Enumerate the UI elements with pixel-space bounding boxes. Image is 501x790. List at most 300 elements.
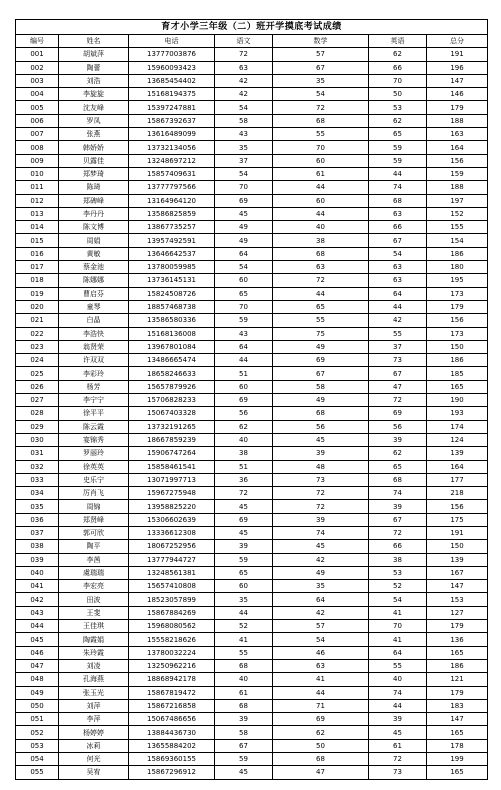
name-cell: 刘凌 — [59, 659, 129, 672]
phone-cell: 15858461541 — [129, 460, 215, 473]
id-cell: 044 — [16, 620, 59, 633]
column-header: 语文 — [215, 35, 273, 48]
name-cell: 黄敏 — [59, 247, 129, 260]
phone-cell: 15867216858 — [129, 699, 215, 712]
table-row — [16, 314, 488, 327]
english-score-cell: 62 — [369, 48, 427, 61]
math-score-cell: 64 — [273, 593, 369, 606]
table-row — [16, 300, 488, 313]
english-score-cell: 61 — [369, 739, 427, 752]
name-cell: 杨婷婷 — [59, 726, 129, 739]
chinese-score-cell: 60 — [215, 580, 273, 593]
chinese-score-cell: 54 — [215, 167, 273, 180]
english-score-cell: 66 — [369, 221, 427, 234]
phone-cell: 13646642537 — [129, 247, 215, 260]
id-cell: 020 — [16, 300, 59, 313]
total-score-cell: 178 — [427, 739, 488, 752]
table-row — [16, 167, 488, 180]
phone-cell: 13780059985 — [129, 261, 215, 274]
id-cell: 053 — [16, 739, 59, 752]
english-score-cell: 70 — [369, 620, 427, 633]
name-cell: 陈云霞 — [59, 420, 129, 433]
english-score-cell: 59 — [369, 141, 427, 154]
chinese-score-cell: 54 — [215, 101, 273, 114]
table-row — [16, 673, 488, 686]
table-row — [16, 447, 488, 460]
phone-cell: 18667859239 — [129, 433, 215, 446]
phone-cell: 18857468738 — [129, 300, 215, 313]
table-row — [16, 194, 488, 207]
chinese-score-cell: 41 — [215, 633, 273, 646]
id-cell: 032 — [16, 460, 59, 473]
id-cell: 019 — [16, 287, 59, 300]
id-cell: 003 — [16, 74, 59, 87]
english-score-cell: 69 — [369, 407, 427, 420]
english-score-cell: 41 — [369, 606, 427, 619]
name-cell: 周娟 — [59, 234, 129, 247]
chinese-score-cell: 45 — [215, 207, 273, 220]
english-score-cell: 42 — [369, 314, 427, 327]
total-score-cell: 175 — [427, 513, 488, 526]
english-score-cell: 44 — [369, 699, 427, 712]
table-row — [16, 500, 488, 513]
phone-cell: 13777003876 — [129, 48, 215, 61]
math-score-cell: 74 — [273, 526, 369, 539]
name-cell: 王斐 — [59, 606, 129, 619]
table-row — [16, 713, 488, 726]
total-score-cell: 156 — [427, 500, 488, 513]
phone-cell: 13250962216 — [129, 659, 215, 672]
english-score-cell: 45 — [369, 726, 427, 739]
chinese-score-cell: 68 — [215, 659, 273, 672]
math-score-cell: 49 — [273, 394, 369, 407]
chinese-score-cell: 59 — [215, 553, 273, 566]
table-row — [16, 101, 488, 114]
name-cell: 陈文博 — [59, 221, 129, 234]
score-sheet — [15, 19, 487, 780]
english-score-cell: 74 — [369, 181, 427, 194]
phone-cell: 18658246633 — [129, 367, 215, 380]
id-cell: 023 — [16, 340, 59, 353]
id-cell: 006 — [16, 114, 59, 127]
chinese-score-cell: 39 — [215, 540, 273, 553]
english-score-cell: 39 — [369, 500, 427, 513]
english-score-cell: 66 — [369, 61, 427, 74]
phone-cell: 13777797566 — [129, 181, 215, 194]
id-cell: 040 — [16, 566, 59, 579]
name-cell: 罗凤 — [59, 114, 129, 127]
id-cell: 049 — [16, 686, 59, 699]
math-score-cell: 42 — [273, 553, 369, 566]
id-cell: 031 — [16, 447, 59, 460]
phone-cell: 18868942178 — [129, 673, 215, 686]
id-cell: 017 — [16, 261, 59, 274]
chinese-score-cell: 44 — [215, 606, 273, 619]
chinese-score-cell: 39 — [215, 713, 273, 726]
phone-cell: 18067252956 — [129, 540, 215, 553]
total-score-cell: 159 — [427, 167, 488, 180]
name-cell: 徐英英 — [59, 460, 129, 473]
table-row — [16, 739, 488, 752]
name-cell: 贝露佳 — [59, 154, 129, 167]
table-row — [16, 526, 488, 539]
english-score-cell: 55 — [369, 659, 427, 672]
math-score-cell: 35 — [273, 580, 369, 593]
id-cell: 001 — [16, 48, 59, 61]
name-cell: 沈友峰 — [59, 101, 129, 114]
id-cell: 010 — [16, 167, 59, 180]
math-score-cell: 63 — [273, 659, 369, 672]
math-score-cell: 38 — [273, 234, 369, 247]
table-row — [16, 327, 488, 340]
math-score-cell: 57 — [273, 48, 369, 61]
math-score-cell: 39 — [273, 447, 369, 460]
phone-cell: 15168194375 — [129, 88, 215, 101]
english-score-cell: 67 — [369, 234, 427, 247]
name-cell: 陈娜娜 — [59, 274, 129, 287]
english-score-cell: 68 — [369, 194, 427, 207]
chinese-score-cell: 70 — [215, 300, 273, 313]
math-score-cell: 68 — [273, 114, 369, 127]
english-score-cell: 39 — [369, 433, 427, 446]
name-cell: 郑梦琦 — [59, 167, 129, 180]
english-score-cell: 65 — [369, 460, 427, 473]
total-score-cell: 147 — [427, 580, 488, 593]
phone-cell: 13486665474 — [129, 354, 215, 367]
id-cell: 042 — [16, 593, 59, 606]
math-score-cell: 49 — [273, 340, 369, 353]
phone-cell: 13616489099 — [129, 128, 215, 141]
total-score-cell: 124 — [427, 433, 488, 446]
english-score-cell: 55 — [369, 327, 427, 340]
table-row — [16, 513, 488, 526]
chinese-score-cell: 58 — [215, 114, 273, 127]
phone-cell: 15867819472 — [129, 686, 215, 699]
english-score-cell: 74 — [369, 686, 427, 699]
table-row — [16, 287, 488, 300]
phone-cell: 13164964120 — [129, 194, 215, 207]
id-cell: 016 — [16, 247, 59, 260]
chinese-score-cell: 35 — [215, 141, 273, 154]
id-cell: 033 — [16, 473, 59, 486]
table-row — [16, 261, 488, 274]
math-score-cell: 49 — [273, 566, 369, 579]
header-row — [16, 35, 488, 48]
total-score-cell: 199 — [427, 753, 488, 766]
english-score-cell: 53 — [369, 566, 427, 579]
english-score-cell: 54 — [369, 593, 427, 606]
name-cell: 郑贤峰 — [59, 513, 129, 526]
name-cell: 孔海燕 — [59, 673, 129, 686]
total-score-cell: 163 — [427, 128, 488, 141]
phone-cell: 13336612308 — [129, 526, 215, 539]
total-score-cell: 153 — [427, 593, 488, 606]
english-score-cell: 63 — [369, 274, 427, 287]
phone-cell: 13884436730 — [129, 726, 215, 739]
table-row — [16, 247, 488, 260]
english-score-cell: 38 — [369, 553, 427, 566]
phone-cell: 18523057899 — [129, 593, 215, 606]
total-score-cell: 150 — [427, 540, 488, 553]
table-row — [16, 540, 488, 553]
id-cell: 028 — [16, 407, 59, 420]
chinese-score-cell: 49 — [215, 234, 273, 247]
math-score-cell: 44 — [273, 207, 369, 220]
total-score-cell: 197 — [427, 194, 488, 207]
id-cell: 002 — [16, 61, 59, 74]
table-row — [16, 114, 488, 127]
english-score-cell: 70 — [369, 74, 427, 87]
table-row — [16, 487, 488, 500]
math-score-cell: 42 — [273, 606, 369, 619]
math-score-cell: 60 — [273, 194, 369, 207]
english-score-cell: 64 — [369, 287, 427, 300]
chinese-score-cell: 64 — [215, 247, 273, 260]
math-score-cell: 44 — [273, 287, 369, 300]
id-cell: 038 — [16, 540, 59, 553]
math-score-cell: 73 — [273, 473, 369, 486]
total-score-cell: 177 — [427, 473, 488, 486]
chinese-score-cell: 42 — [215, 88, 273, 101]
chinese-score-cell: 35 — [215, 593, 273, 606]
table-row — [16, 659, 488, 672]
id-cell: 022 — [16, 327, 59, 340]
total-score-cell: 186 — [427, 659, 488, 672]
english-score-cell: 53 — [369, 101, 427, 114]
table-row — [16, 580, 488, 593]
name-cell: 韩娇娇 — [59, 141, 129, 154]
table-row — [16, 473, 488, 486]
phone-cell: 15657879926 — [129, 380, 215, 393]
name-cell: 胡斌萍 — [59, 48, 129, 61]
phone-cell: 13867735257 — [129, 221, 215, 234]
table-row — [16, 686, 488, 699]
math-score-cell: 58 — [273, 380, 369, 393]
id-cell: 037 — [16, 526, 59, 539]
name-cell: 徐平平 — [59, 407, 129, 420]
chinese-score-cell: 60 — [215, 274, 273, 287]
total-score-cell: 164 — [427, 141, 488, 154]
english-score-cell: 62 — [369, 114, 427, 127]
name-cell: 周锦 — [59, 500, 129, 513]
id-cell: 050 — [16, 699, 59, 712]
id-cell: 034 — [16, 487, 59, 500]
english-score-cell: 62 — [369, 447, 427, 460]
table-row — [16, 128, 488, 141]
chinese-score-cell: 54 — [215, 261, 273, 274]
id-cell: 039 — [16, 553, 59, 566]
total-score-cell: 167 — [427, 566, 488, 579]
table-row — [16, 553, 488, 566]
name-cell: 朱玲霞 — [59, 646, 129, 659]
table-row — [16, 141, 488, 154]
name-cell: 李彩玲 — [59, 367, 129, 380]
math-score-cell: 56 — [273, 420, 369, 433]
phone-cell: 13958825220 — [129, 500, 215, 513]
english-score-cell: 47 — [369, 380, 427, 393]
math-score-cell: 47 — [273, 766, 369, 779]
id-cell: 029 — [16, 420, 59, 433]
phone-cell: 15867884269 — [129, 606, 215, 619]
math-score-cell: 50 — [273, 739, 369, 752]
phone-cell: 15960093423 — [129, 61, 215, 74]
english-score-cell: 44 — [369, 300, 427, 313]
total-score-cell: 179 — [427, 101, 488, 114]
id-cell: 008 — [16, 141, 59, 154]
english-score-cell: 73 — [369, 766, 427, 779]
name-cell: 刘萍 — [59, 699, 129, 712]
name-cell: 许双双 — [59, 354, 129, 367]
name-cell: 陶平 — [59, 540, 129, 553]
chinese-score-cell: 72 — [215, 487, 273, 500]
id-cell: 015 — [16, 234, 59, 247]
id-cell: 018 — [16, 274, 59, 287]
table-row — [16, 407, 488, 420]
id-cell: 009 — [16, 154, 59, 167]
phone-cell: 15067486656 — [129, 713, 215, 726]
total-score-cell: 155 — [427, 221, 488, 234]
id-cell: 005 — [16, 101, 59, 114]
chinese-score-cell: 45 — [215, 500, 273, 513]
name-cell: 史乐宁 — [59, 473, 129, 486]
name-cell: 翁贤荣 — [59, 340, 129, 353]
chinese-score-cell: 43 — [215, 327, 273, 340]
english-score-cell: 37 — [369, 340, 427, 353]
total-score-cell: 147 — [427, 74, 488, 87]
table-row — [16, 620, 488, 633]
phone-cell: 13248697212 — [129, 154, 215, 167]
name-cell: 陶蕾 — [59, 61, 129, 74]
chinese-score-cell: 38 — [215, 447, 273, 460]
phone-cell: 15558218626 — [129, 633, 215, 646]
math-score-cell: 45 — [273, 540, 369, 553]
total-score-cell: 218 — [427, 487, 488, 500]
chinese-score-cell: 62 — [215, 420, 273, 433]
name-cell: 李宏亮 — [59, 580, 129, 593]
total-score-cell: 195 — [427, 274, 488, 287]
chinese-score-cell: 49 — [215, 221, 273, 234]
english-score-cell: 56 — [369, 420, 427, 433]
math-score-cell: 54 — [273, 88, 369, 101]
table-row — [16, 354, 488, 367]
english-score-cell: 67 — [369, 513, 427, 526]
total-score-cell: 139 — [427, 447, 488, 460]
math-score-cell: 44 — [273, 181, 369, 194]
total-score-cell: 173 — [427, 327, 488, 340]
id-cell: 030 — [16, 433, 59, 446]
chinese-score-cell: 37 — [215, 154, 273, 167]
chinese-score-cell: 58 — [215, 726, 273, 739]
phone-cell: 15869360155 — [129, 753, 215, 766]
math-score-cell: 63 — [273, 261, 369, 274]
english-score-cell: 50 — [369, 88, 427, 101]
total-score-cell: 180 — [427, 261, 488, 274]
table-row — [16, 420, 488, 433]
id-cell: 027 — [16, 394, 59, 407]
phone-cell: 15906747264 — [129, 447, 215, 460]
name-cell: 刘浩 — [59, 74, 129, 87]
total-score-cell: 183 — [427, 699, 488, 712]
math-score-cell: 44 — [273, 686, 369, 699]
chinese-score-cell: 36 — [215, 473, 273, 486]
english-score-cell: 44 — [369, 167, 427, 180]
name-cell: 张燕 — [59, 128, 129, 141]
table-row — [16, 234, 488, 247]
name-cell: 吴宥 — [59, 766, 129, 779]
name-cell: 宴锦秀 — [59, 433, 129, 446]
total-score-cell: 156 — [427, 154, 488, 167]
table-row — [16, 380, 488, 393]
phone-cell: 13967801084 — [129, 340, 215, 353]
chinese-score-cell: 70 — [215, 181, 273, 194]
english-score-cell: 74 — [369, 487, 427, 500]
math-score-cell: 68 — [273, 753, 369, 766]
id-cell: 025 — [16, 367, 59, 380]
table-row — [16, 433, 488, 446]
english-score-cell: 41 — [369, 633, 427, 646]
table-row — [16, 61, 488, 74]
english-score-cell: 39 — [369, 713, 427, 726]
table-row — [16, 207, 488, 220]
chinese-score-cell: 72 — [215, 48, 273, 61]
table-row — [16, 88, 488, 101]
total-score-cell: 139 — [427, 553, 488, 566]
chinese-score-cell: 65 — [215, 566, 273, 579]
table-row — [16, 181, 488, 194]
table-row — [16, 699, 488, 712]
id-cell: 052 — [16, 726, 59, 739]
phone-cell: 13248561381 — [129, 566, 215, 579]
name-cell: 何光 — [59, 753, 129, 766]
id-cell: 041 — [16, 580, 59, 593]
id-cell: 043 — [16, 606, 59, 619]
math-score-cell: 69 — [273, 713, 369, 726]
phone-cell: 15867296912 — [129, 766, 215, 779]
total-score-cell: 165 — [427, 380, 488, 393]
phone-cell: 15706828233 — [129, 394, 215, 407]
table-row — [16, 394, 488, 407]
total-score-cell: 186 — [427, 247, 488, 260]
phone-cell: 15824508726 — [129, 287, 215, 300]
chinese-score-cell: 63 — [215, 61, 273, 74]
id-cell: 055 — [16, 766, 59, 779]
total-score-cell: 173 — [427, 287, 488, 300]
id-cell: 036 — [16, 513, 59, 526]
name-cell: 李丹丹 — [59, 207, 129, 220]
phone-cell: 15968080562 — [129, 620, 215, 633]
phone-cell: 15306602639 — [129, 513, 215, 526]
chinese-score-cell: 40 — [215, 673, 273, 686]
name-cell: 冰莉 — [59, 739, 129, 752]
total-score-cell: 196 — [427, 61, 488, 74]
english-score-cell: 72 — [369, 753, 427, 766]
id-cell: 011 — [16, 181, 59, 194]
name-cell: 杨芳 — [59, 380, 129, 393]
chinese-score-cell: 67 — [215, 739, 273, 752]
math-score-cell: 67 — [273, 61, 369, 74]
math-score-cell: 62 — [273, 726, 369, 739]
total-score-cell: 188 — [427, 114, 488, 127]
table-row — [16, 367, 488, 380]
math-score-cell: 48 — [273, 460, 369, 473]
id-cell: 013 — [16, 207, 59, 220]
total-score-cell: 179 — [427, 620, 488, 633]
id-cell: 004 — [16, 88, 59, 101]
table-row — [16, 460, 488, 473]
table-row — [16, 606, 488, 619]
math-score-cell: 69 — [273, 354, 369, 367]
total-score-cell: 179 — [427, 300, 488, 313]
